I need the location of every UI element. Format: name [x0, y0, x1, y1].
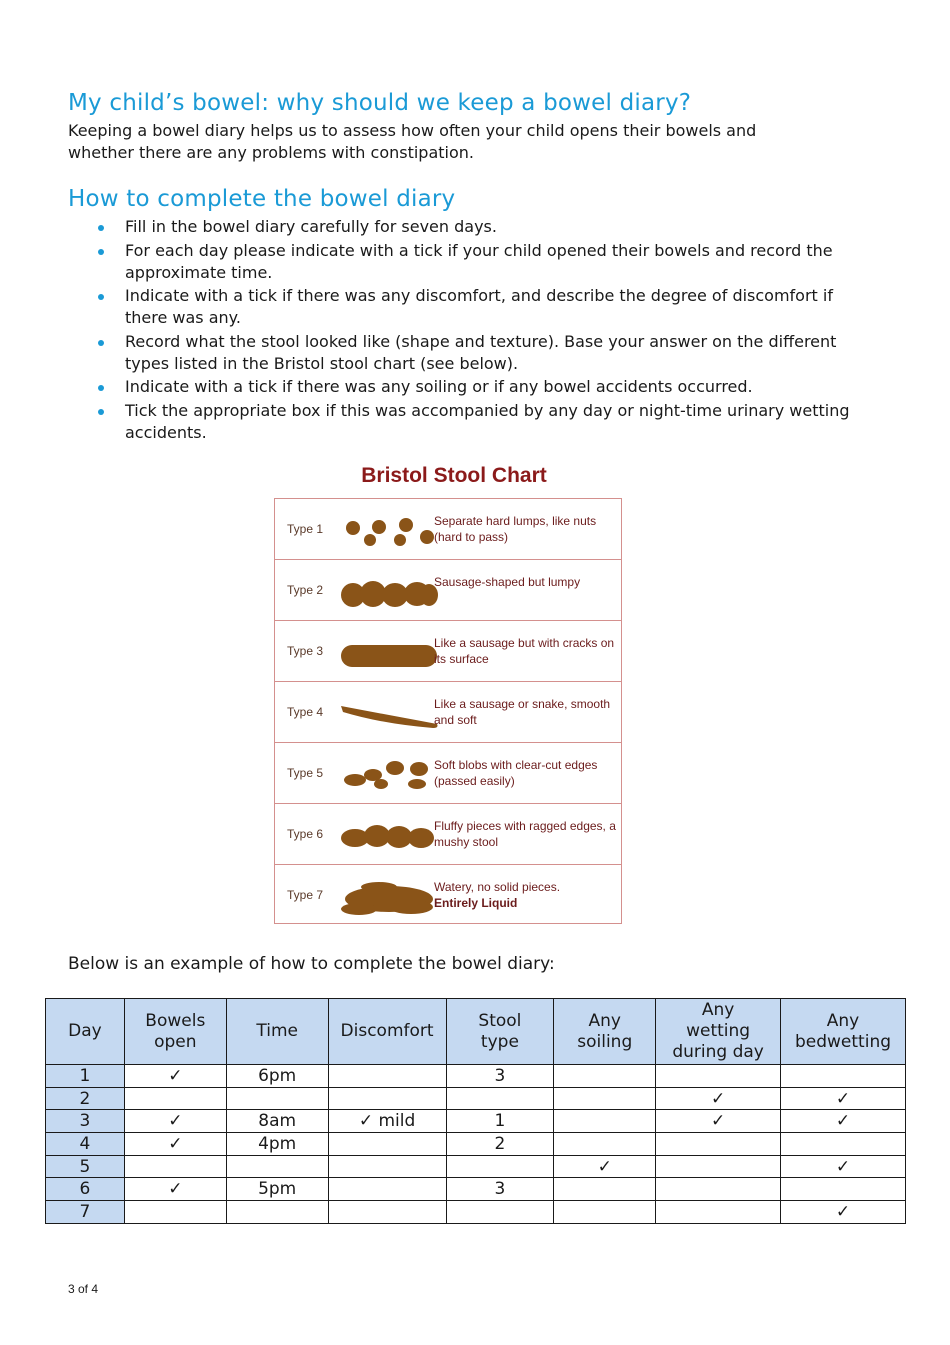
instruction-line: approximate time. [125, 262, 273, 282]
bristol-type-label: Type 6 [287, 827, 324, 841]
column-header [656, 999, 781, 1065]
table-cell [328, 1155, 446, 1178]
table-cell: 3 [446, 1178, 554, 1201]
table-row [46, 1201, 906, 1224]
table-cell [554, 1133, 656, 1156]
table-cell: ✓ [781, 1110, 906, 1133]
table-cell [328, 1201, 446, 1224]
bristol-type-description [434, 574, 620, 590]
instruction-line: types listed in the Bristol stool chart (see below). [125, 353, 519, 373]
day-cell: 1 [46, 1065, 125, 1088]
table-cell [226, 1087, 328, 1110]
day-cell: 3 [46, 1110, 125, 1133]
bullet-dot-icon [98, 340, 104, 346]
instruction-item [68, 331, 888, 375]
bristol-desc-line: Soft blobs with clear-cut edges [434, 758, 598, 772]
column-header [446, 999, 554, 1065]
stool-type-1-icon [333, 503, 445, 557]
heading-why-bowel-diary: My child’s bowel: why should we keep a bowel diary? [68, 90, 692, 116]
instruction-item [68, 240, 888, 284]
day-cell: 7 [46, 1201, 125, 1224]
table-cell [328, 1065, 446, 1088]
table-cell: ✓ [781, 1201, 906, 1224]
table-row [46, 1133, 906, 1156]
table-cell: 6pm [226, 1065, 328, 1088]
table-header-row [46, 999, 906, 1065]
page-number: 3 of 4 [68, 1282, 99, 1296]
bristol-chart-box [274, 498, 622, 924]
stool-type-3-icon [333, 625, 445, 679]
bullet-dot-icon [98, 385, 104, 391]
table-cell [554, 1065, 656, 1088]
bristol-desc-line: mushy stool [434, 835, 499, 849]
bristol-desc-line: and soft [434, 713, 477, 727]
table-cell [554, 1201, 656, 1224]
bristol-type-label: Type 7 [287, 888, 324, 902]
table-cell [124, 1087, 226, 1110]
heading-how-to-complete: How to complete the bowel diary [68, 186, 456, 212]
bristol-type-row [275, 865, 621, 926]
bristol-desc-line: (hard to pass) [434, 530, 509, 544]
table-cell [446, 1201, 554, 1224]
table-row [46, 1155, 906, 1178]
bristol-type-row [275, 682, 621, 743]
bristol-type-description [434, 879, 620, 911]
table-cell: ✓ [781, 1087, 906, 1110]
bristol-desc-line: its surface [434, 652, 489, 666]
column-header [124, 999, 226, 1065]
bristol-desc-line: Separate hard lumps, like nuts [434, 514, 597, 528]
table-cell [226, 1201, 328, 1224]
instruction-line: Tick the appropriate box if this was accompanied by any day or night-time urinary wetting [125, 400, 850, 420]
bowel-diary-table [45, 998, 906, 1224]
stool-type-2-icon [333, 564, 445, 618]
day-cell: 6 [46, 1178, 125, 1201]
instruction-line: Record what the stool looked like (shape and texture). Base your answer on the different [125, 331, 837, 351]
table-cell [226, 1155, 328, 1178]
bristol-type-row [275, 560, 621, 621]
table-cell: ✓ [124, 1133, 226, 1156]
column-header-line: bedwetting [794, 1031, 892, 1052]
intro-line: whether there are any problems with constipation. [68, 143, 474, 162]
bristol-type-row [275, 743, 621, 804]
table-cell [328, 1178, 446, 1201]
table-cell: ✓ [656, 1087, 781, 1110]
column-header-line: wetting [686, 1021, 751, 1041]
stool-type-6-icon [333, 808, 445, 862]
column-header-line: open [154, 1031, 197, 1052]
example-intro-text: Below is an example of how to complete the bowel diary: [68, 954, 555, 974]
stool-type-7-icon [333, 869, 445, 923]
column-header-line: Any [701, 1000, 735, 1020]
stool-type-4-icon [333, 686, 445, 740]
intro-line: Keeping a bowel diary helps us to assess how often your child opens their bowels and [68, 121, 757, 140]
table-cell [656, 1065, 781, 1088]
table-cell [328, 1087, 446, 1110]
bristol-type-label: Type 5 [287, 766, 324, 780]
instruction-line: accidents. [125, 422, 207, 442]
table-cell: ✓ [781, 1155, 906, 1178]
instruction-line: Fill in the bowel diary carefully for seven days. [125, 217, 497, 236]
bristol-desc-line: Watery, no solid pieces. [434, 880, 561, 894]
instruction-item [68, 400, 888, 444]
table-cell [656, 1178, 781, 1201]
bristol-type-description [434, 696, 620, 728]
column-header [328, 999, 446, 1065]
table-cell: 3 [446, 1065, 554, 1088]
table-row [46, 1087, 906, 1110]
day-cell: 5 [46, 1155, 125, 1178]
table-cell: 8am [226, 1110, 328, 1133]
table-cell [656, 1133, 781, 1156]
column-header-line: Time [256, 1021, 298, 1041]
table-row [46, 1110, 906, 1133]
bristol-type-label: Type 3 [287, 644, 324, 658]
bristol-type-row [275, 804, 621, 865]
bristol-desc-line: Like a sausage but with cracks on [434, 636, 615, 650]
instruction-item [68, 216, 888, 238]
column-header [554, 999, 656, 1065]
table-cell: ✓ [656, 1110, 781, 1133]
table-row [46, 1178, 906, 1201]
bristol-desc-line: Fluffy pieces with ragged edges, a [434, 819, 616, 833]
table-cell: 4pm [226, 1133, 328, 1156]
table-cell [554, 1087, 656, 1110]
bristol-type-label: Type 2 [287, 583, 324, 597]
bristol-desc-line: Like a sausage or snake, smooth [434, 697, 611, 711]
day-cell: 2 [46, 1087, 125, 1110]
bristol-type-row [275, 499, 621, 560]
bristol-type-description [434, 757, 620, 789]
bullet-dot-icon [98, 249, 104, 255]
bullet-dot-icon [98, 409, 104, 415]
bristol-stool-chart [268, 462, 630, 928]
bullet-dot-icon [98, 225, 104, 231]
table-cell [656, 1155, 781, 1178]
bristol-type-row [275, 621, 621, 682]
bristol-type-description [434, 513, 620, 545]
instruction-line: Indicate with a tick if there was any soiling or if any bowel accidents occurred. [125, 377, 753, 396]
table-cell: ✓ [124, 1178, 226, 1201]
instruction-line: For each day please indicate with a tick if your child opened their bowels and record the [125, 240, 833, 260]
table-cell: ✓ [124, 1110, 226, 1133]
column-header-line: Any [588, 1010, 621, 1031]
bristol-desc-bold: Entirely Liquid [434, 896, 518, 910]
column-header [226, 999, 328, 1065]
instruction-line: there was any. [125, 308, 241, 327]
table-cell: ✓ [124, 1065, 226, 1088]
table-cell [554, 1178, 656, 1201]
instruction-item [68, 376, 888, 398]
table-cell [781, 1065, 906, 1088]
day-cell: 4 [46, 1133, 125, 1156]
table-cell: 5pm [226, 1178, 328, 1201]
instruction-list [68, 216, 888, 445]
intro-paragraph [68, 120, 888, 164]
table-cell [446, 1155, 554, 1178]
bullet-dot-icon [98, 294, 104, 300]
column-header-line: during day [672, 1042, 764, 1062]
column-header-line: type [480, 1031, 519, 1052]
table-cell: ✓ mild [328, 1110, 446, 1133]
bristol-type-label: Type 4 [287, 705, 324, 719]
instruction-item [68, 285, 888, 329]
column-header-line: Stool [478, 1010, 522, 1031]
bristol-type-label: Type 1 [287, 522, 324, 536]
bristol-type-description [434, 635, 620, 667]
column-header-line: Any [826, 1010, 860, 1031]
table-cell [781, 1178, 906, 1201]
column-header-line: soiling [577, 1031, 633, 1052]
column-header [46, 999, 125, 1065]
table-cell [554, 1110, 656, 1133]
stool-type-5-icon [333, 747, 445, 801]
bristol-chart-title: Bristol Stool Chart [361, 464, 547, 487]
column-header [781, 999, 906, 1065]
table-cell [124, 1155, 226, 1178]
table-row [46, 1065, 906, 1088]
table-cell [446, 1087, 554, 1110]
column-header-line: Discomfort [340, 1021, 434, 1041]
column-header-line: Bowels [145, 1010, 206, 1031]
table-cell: 2 [446, 1133, 554, 1156]
bristol-desc-line: (passed easily) [434, 774, 515, 788]
instruction-line: Indicate with a tick if there was any discomfort, and describe the degree of discomfort if [125, 286, 833, 305]
table-cell [124, 1201, 226, 1224]
table-cell [656, 1201, 781, 1224]
column-header-line: Day [68, 1021, 102, 1041]
bristol-desc-line: Sausage-shaped but lumpy [434, 575, 581, 589]
table-cell [781, 1133, 906, 1156]
table-cell [328, 1133, 446, 1156]
table-cell: ✓ [554, 1155, 656, 1178]
table-cell: 1 [446, 1110, 554, 1133]
bristol-type-description [434, 818, 620, 850]
